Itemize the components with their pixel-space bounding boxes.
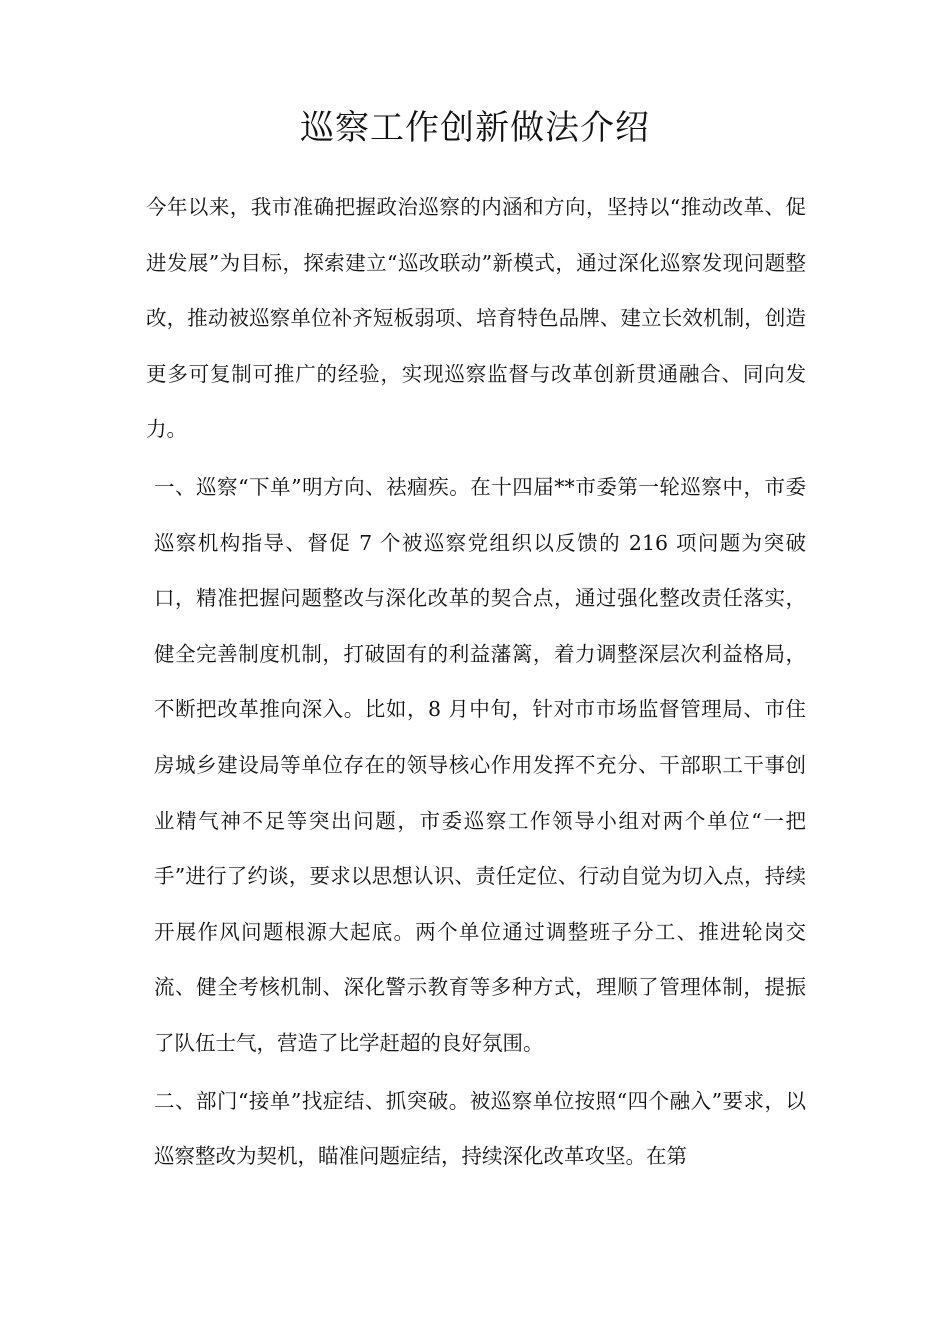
paragraph-intro: 今年以来，我市准确把握政治巡察的内涵和方向，坚持以“推动改革、促进发展”为目标，探索建立“巡改联动”新模式，通过深化巡察发现问题整改，推动被巡察单位补齐短板弱项、培育特色品牌、建立长效机制，创造更多可复制可推广的经验，实现巡察监督与改革创新贯通融合、同向发力。 — [146, 195, 806, 442]
paragraph-section-2: 二、部门“接单”找症结、抓突破。被巡察单位按照“四个融入”要求，以巡察整改为契机，瞄准问题症结，持续深化改革攻坚。在第 — [154, 1088, 806, 1169]
document-title: 巡察工作创新做法介绍 — [300, 108, 650, 148]
document-body — [146, 180, 806, 1187]
paragraph-section-1: 一、巡察“下单”明方向、祛痼疾。在十四届**市委第一轮巡察中，市委巡察机构指导、督促 7 个被巡察党组织以反馈的 216 项问题为突破口，精准把握问题整改与深化改革的契合点，通过强化整改责任落实，健全完善制度机制，打破固有的利益藩篱，着力调整深层次利益格局，不断把改革推向深入。比如，8 月中旬，针对市市场监督管理局、市住房城乡建设局等单位存在的领导核心作用发挥不充分、干部职工干事创业精气神不足等突出问题，市委巡察工作领导小组对两个单位“一把手”进行了约谈，要求以思想认识、责任定位、行动自觉为切入点，持续开展作风问题根源大起底。两个单位通过调整班子分工、推进轮岗交流、健全考核机制、深化警示教育等多种方式，理顺了管理体制，提振了队伍士气，营造了比学赶超的良好氛围。 — [154, 474, 806, 1055]
